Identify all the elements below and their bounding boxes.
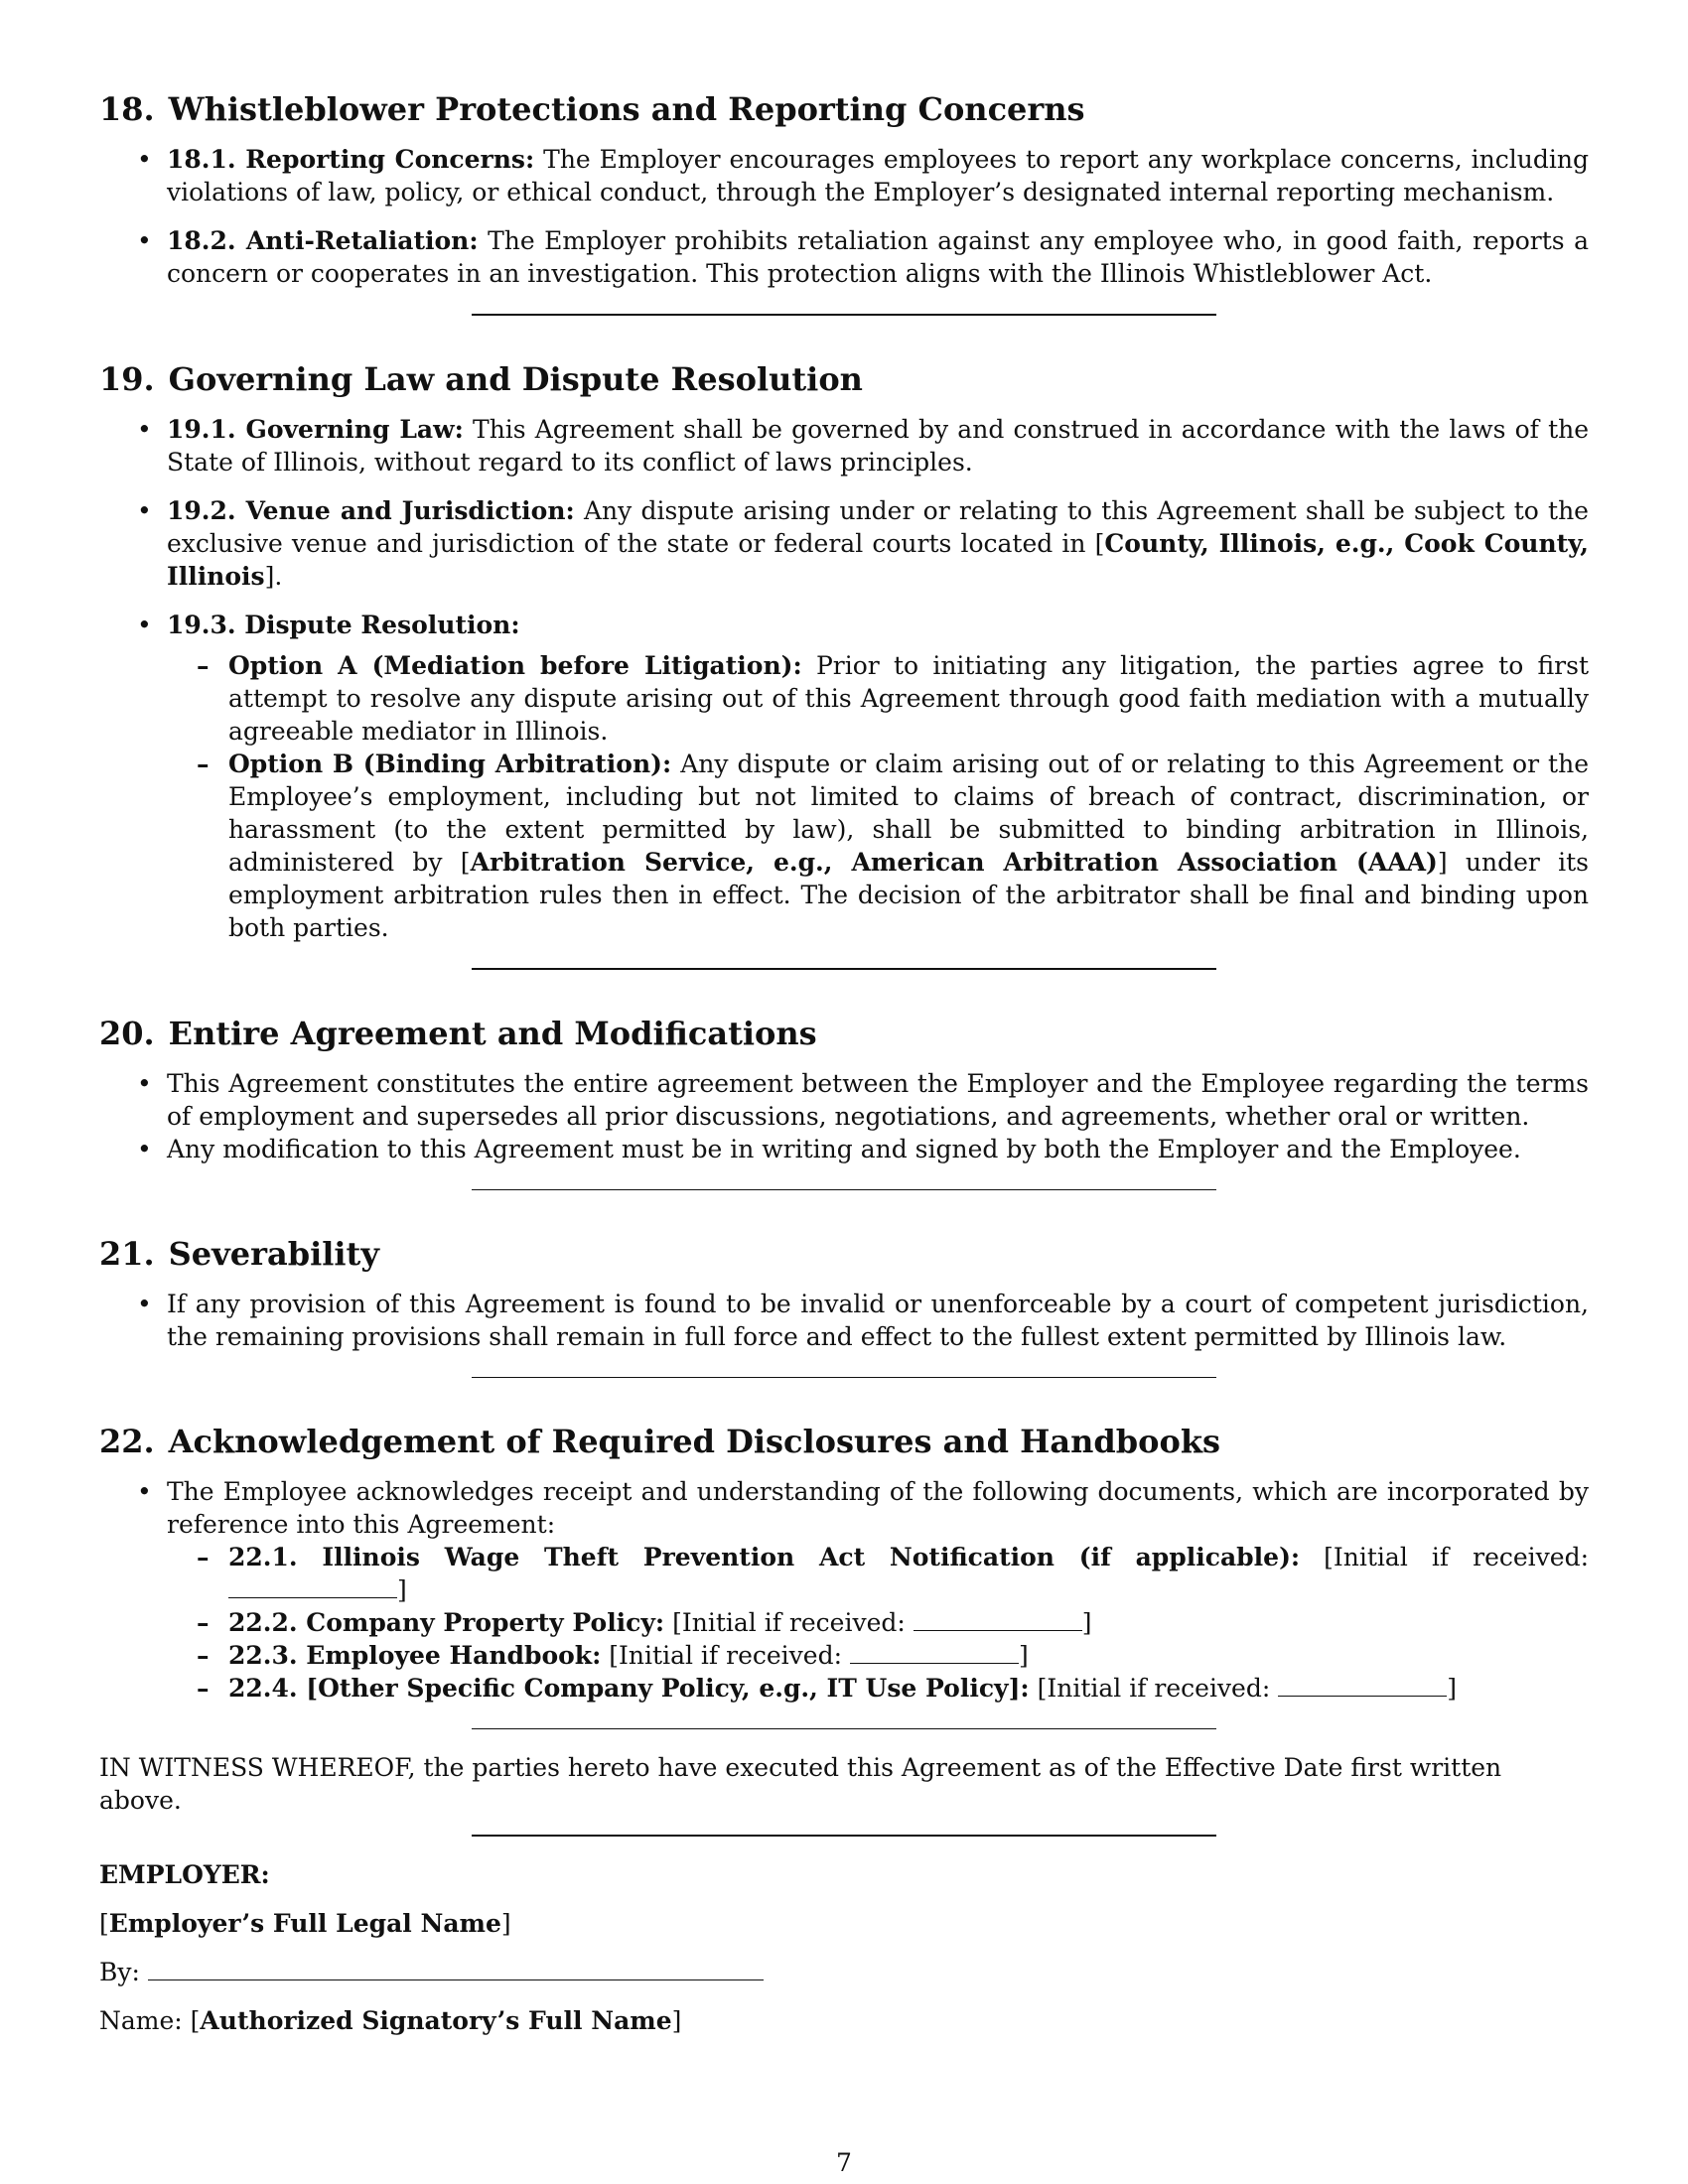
divider xyxy=(472,1189,1216,1190)
divider xyxy=(472,968,1216,970)
divider xyxy=(472,1835,1216,1837)
divider xyxy=(472,1728,1216,1729)
section-20 xyxy=(99,1014,1589,1165)
list-item: • Any modification to this Agreement must be in writing and signed by both the Employer and the Employee. xyxy=(99,1133,1589,1165)
section-heading: 22. Acknowledgement of Required Disclosures and Handbooks xyxy=(99,1423,1221,1460)
list-item: • 19.3. Dispute Resolution: – Option A (Mediation before Litigation): Prior to initiating any litigation, the parties agree to first attempt to resolve any dispute arising out of this Agreement through good faith mediation with a mutually agreeable mediator in Illinois. – Option B (Binding Arbitration): Any dispute or claim arising out of or relating to this Agreement or the Employee’s employment, including but not limited to claims of breach of contract, discrimination, or harassment (to the extent permitted by law), shall be submitted to binding arbitration in Illinois, administered by [Arbitration Service, e.g., American Arbitration Association (AAA)] under its employment arbitration rules then in effect. The decision of the arbitrator shall be final and binding upon both parties. xyxy=(99,609,1589,944)
document-page xyxy=(99,89,1589,2053)
signature-line[interactable] xyxy=(148,1956,764,1980)
initial-blank[interactable] xyxy=(850,1639,1019,1664)
section-18 xyxy=(99,89,1589,290)
list-item: • 19.1. Governing Law: This Agreement shall be governed by and construed in accordance with the laws of the State of Illinois, without regard to its conflict of laws principles. xyxy=(99,413,1589,478)
sub-list-item: – 22.3. Employee Handbook: [Initial if received: ] xyxy=(167,1639,1589,1672)
initial-blank[interactable] xyxy=(228,1573,397,1598)
section-heading: 21. Severability xyxy=(99,1235,379,1273)
section-heading: 18. Whistleblower Protections and Reporting Concerns xyxy=(99,90,1085,128)
signatory-name: Name: [Authorized Signatory’s Full Name] xyxy=(99,2006,682,2035)
list-item: • This Agreement constitutes the entire agreement between the Employer and the Employee regarding the terms of employment and supersedes all prior discussions, negotiations, and agreements, whether oral or written. xyxy=(99,1067,1589,1133)
signature-block xyxy=(99,1858,1589,2037)
section-heading: 20. Entire Agreement and Modifications xyxy=(99,1015,817,1052)
section-21 xyxy=(99,1234,1589,1353)
list-item: • 19.2. Venue and Jurisdiction: Any dispute arising under or relating to this Agreement shall be subject to the exclusive venue and jurisdiction of the state or federal courts located in [County, Illinois, e.g., Cook County, Illinois]. xyxy=(99,494,1589,593)
sub-list-item: – Option A (Mediation before Litigation): Prior to initiating any litigation, the parties agree to first attempt to resolve any dispute arising out of this Agreement through good faith mediation with a mutually agreeable mediator in Illinois. xyxy=(167,649,1589,748)
list-item: • If any provision of this Agreement is found to be invalid or unenforceable by a court of competent jurisdiction, the remaining provisions shall remain in full force and effect to the fullest extent permitted by Illinois law. xyxy=(99,1288,1589,1353)
page-number: 7 xyxy=(836,2148,852,2177)
list-item: • The Employee acknowledges receipt and understanding of the following documents, which are incorporated by reference into this Agreement: – 22.1. Illinois Wage Theft Prevention Act Notification (if applicable): [Initial if received: ] – 22.2. Company Property Policy: [Initial if received: ] – 22.3. Employee Handbook: [Initial if received: ] – 22.4. [Other Specific Company Policy, e.g., IT Use Policy]: [Initial if received: ] xyxy=(99,1475,1589,1705)
divider xyxy=(472,1377,1216,1378)
witness-clause: IN WITNESS WHEREOF, the parties hereto have executed this Agreement as of the Effective Date first written above. xyxy=(99,1753,1502,1815)
divider xyxy=(472,314,1216,316)
sub-list-item: – 22.1. Illinois Wage Theft Prevention Act Notification (if applicable): [Initial if received: ] xyxy=(167,1541,1589,1606)
initial-blank[interactable] xyxy=(1278,1672,1447,1697)
section-heading: 19. Governing Law and Dispute Resolution xyxy=(99,360,863,398)
section-19 xyxy=(99,359,1589,944)
by-line: By: xyxy=(99,1956,1589,1988)
sub-list-item: – Option B (Binding Arbitration): Any dispute or claim arising out of or relating to this Agreement or the Employee’s employment, including but not limited to claims of breach of contract, discrimination, or harassment (to the extent permitted by law), shall be submitted to binding arbitration in Illinois, administered by [Arbitration Service, e.g., American Arbitration Association (AAA)] under its employment arbitration rules then in effect. The decision of the arbitrator shall be final and binding upon both parties. xyxy=(167,748,1589,944)
employer-name: [Employer’s Full Legal Name] xyxy=(99,1909,511,1938)
sub-list-item: – 22.4. [Other Specific Company Policy, e.g., IT Use Policy]: [Initial if received: ] xyxy=(167,1672,1589,1705)
initial-blank[interactable] xyxy=(914,1606,1082,1631)
sub-list-item: – 22.2. Company Property Policy: [Initial if received: ] xyxy=(167,1606,1589,1639)
list-item: • 18.2. Anti-Retaliation: The Employer prohibits retaliation against any employee who, in good faith, reports a concern or cooperates in an investigation. This protection aligns with the Illinois Whistleblower Act. xyxy=(99,224,1589,290)
section-22 xyxy=(99,1422,1589,1705)
list-item: • 18.1. Reporting Concerns: The Employer encourages employees to report any workplace concerns, including violations of law, policy, or ethical conduct, through the Employer’s designated internal reporting mechanism. xyxy=(99,143,1589,208)
employer-heading: EMPLOYER: xyxy=(99,1860,270,1889)
